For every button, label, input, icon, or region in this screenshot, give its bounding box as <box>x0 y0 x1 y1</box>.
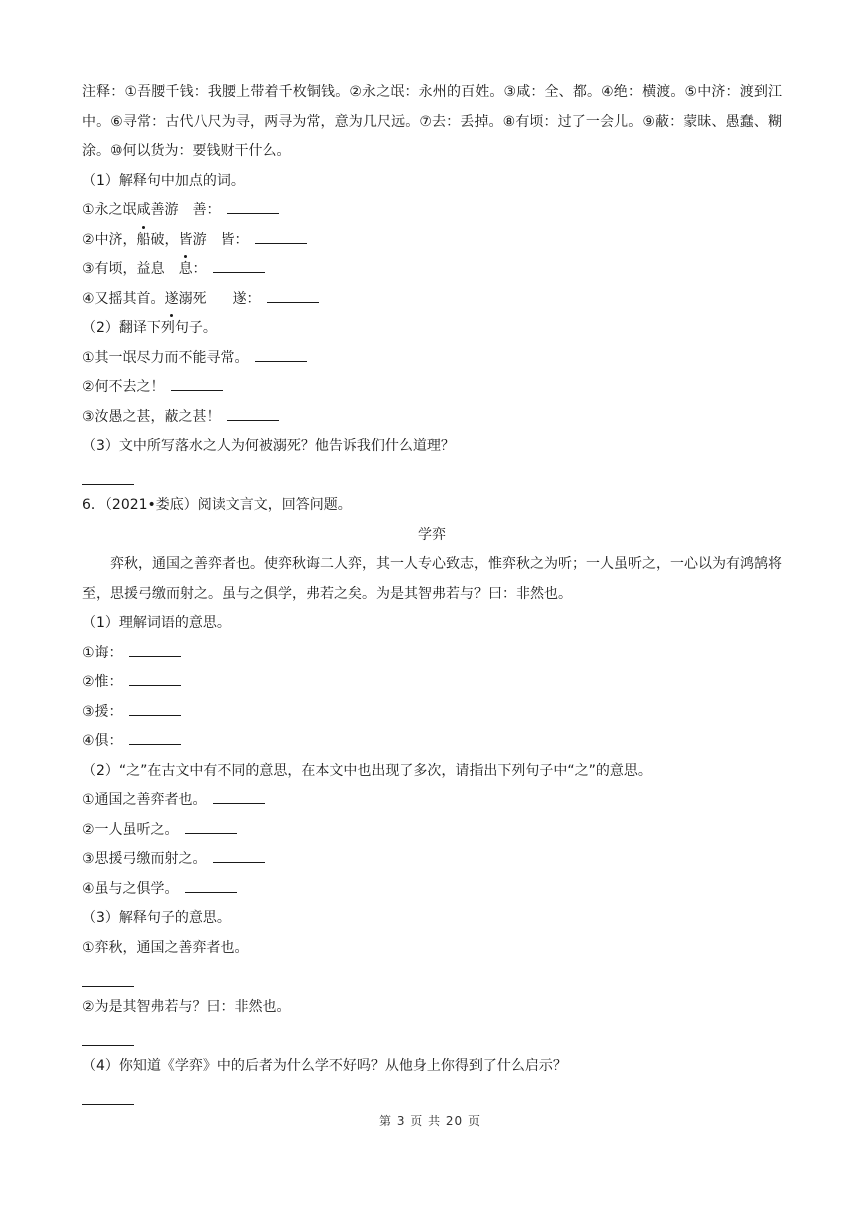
answer-blank[interactable] <box>255 347 307 362</box>
q6-part2-item-2: ②一人虽听之。 <box>82 816 782 846</box>
q6-part3-answer-line-1 <box>82 963 782 993</box>
dotted-char: 皆 <box>179 226 193 256</box>
answer-blank[interactable] <box>129 701 181 716</box>
page-footer: 第 3 页 共 20 页 <box>379 1114 481 1128</box>
q6-part4-heading: （4）你知道《学弈》中的后者为什么学不好吗？从他身上你得到了什么启示？ <box>82 1057 567 1074</box>
answer-blank[interactable] <box>82 972 134 987</box>
q6-part1-item-4: ④俱： <box>82 727 782 757</box>
answer-blank[interactable] <box>129 730 181 745</box>
q6-part2-item-3: ③思援弓缴而射之。 <box>82 845 782 875</box>
q5-part1-item-1: ①永之氓咸善游 善： <box>82 196 782 226</box>
answer-blank[interactable] <box>129 642 181 657</box>
answer-blank[interactable] <box>227 406 279 421</box>
dotted-char: 咸 <box>137 196 151 226</box>
answer-blank[interactable] <box>82 470 134 485</box>
q6-part1-heading: （1）理解词语的意思。 <box>82 615 231 631</box>
answer-blank[interactable] <box>82 1090 134 1105</box>
q6-part1-item-3: ③援： <box>82 698 782 728</box>
answer-blank[interactable] <box>213 258 265 273</box>
page-content <box>82 78 782 1111</box>
notes-paragraph: 注释：①吾腰千钱：我腰上带着千枚铜钱。②永之氓：永州的百姓。③咸：全、都。④绝：横渡。⑤中济：渡到江中。⑥寻常：古代八尺为寻，两寻为常，意为几尺远。⑦去：丢掉。⑧有顷：过了一会儿。⑨蔽：蒙昧、愚蠢、糊涂。⑩何以货为：要钱财干什么。 <box>82 84 782 159</box>
q6-part4-answer-line <box>82 1081 782 1111</box>
q6-part3-item-1: ①弈秋，通国之善弈者也。 <box>82 939 249 956</box>
answer-blank[interactable] <box>171 376 223 391</box>
q6-part3-answer-line-2 <box>82 1022 782 1052</box>
q5-part2-item-1: ①其一氓尽力而不能寻常。 <box>82 344 782 374</box>
answer-blank[interactable] <box>82 1031 134 1046</box>
q6-part1-item-2: ②惟： <box>82 668 782 698</box>
q5-part3-answer-line <box>82 462 782 492</box>
dotted-char: 遂 <box>165 285 179 315</box>
answer-blank[interactable] <box>129 671 181 686</box>
q5-part1-heading: （1）解释句中加点的词。 <box>82 172 245 189</box>
q6-part3-heading: （3）解释句子的意思。 <box>82 910 231 926</box>
q5-part3-heading: （3）文中所写落水之人为何被溺死？他告诉我们什么道理？ <box>82 438 455 454</box>
q6-title: 学弈 <box>418 526 446 543</box>
answer-blank[interactable] <box>227 199 279 214</box>
answer-blank[interactable] <box>185 878 237 893</box>
q6-passage: 弈秋，通国之善弈者也。使弈秋诲二人弈，其一人专心致志，惟弈秋之为听；一人虽听之，一心以为有鸿鹄将至，思援弓缴而射之。虽与之俱学，弗若之矣。为是其智弗若与？曰：非然也。 <box>82 556 782 602</box>
answer-blank[interactable] <box>213 789 265 804</box>
q5-part2-item-2: ②何不去之！ <box>82 373 782 403</box>
q6-part2-heading: （2）“之”在古文中有不同的意思，在本文中也出现了多次，请指出下列句子中“之”的意思。 <box>82 762 652 779</box>
q5-part1-item-4: ④又摇其首。遂溺死 遂： <box>82 285 782 315</box>
answer-blank[interactable] <box>267 288 319 303</box>
q6-part1-item-1: ①诲： <box>82 639 782 669</box>
answer-blank[interactable] <box>213 848 265 863</box>
answer-blank[interactable] <box>255 229 307 244</box>
q6-header: 6．（2021•娄底）阅读文言文，回答问题。 <box>82 497 352 513</box>
q6-part2-item-1: ①通国之善弈者也。 <box>82 786 782 816</box>
q5-part2-heading: （2）翻译下列句子。 <box>82 320 217 336</box>
q6-part2-item-4: ④虽与之俱学。 <box>82 875 782 905</box>
q5-part2-item-3: ③汝愚之甚，蔽之甚！ <box>82 403 782 433</box>
q6-part3-item-2: ②为是其智弗若与？曰：非然也。 <box>82 998 291 1015</box>
q5-part1-item-3: ③有顷，益息 息： <box>82 255 782 285</box>
answer-blank[interactable] <box>185 819 237 834</box>
q5-part1-item-2: ②中济，船破，皆游 皆： <box>82 226 782 256</box>
